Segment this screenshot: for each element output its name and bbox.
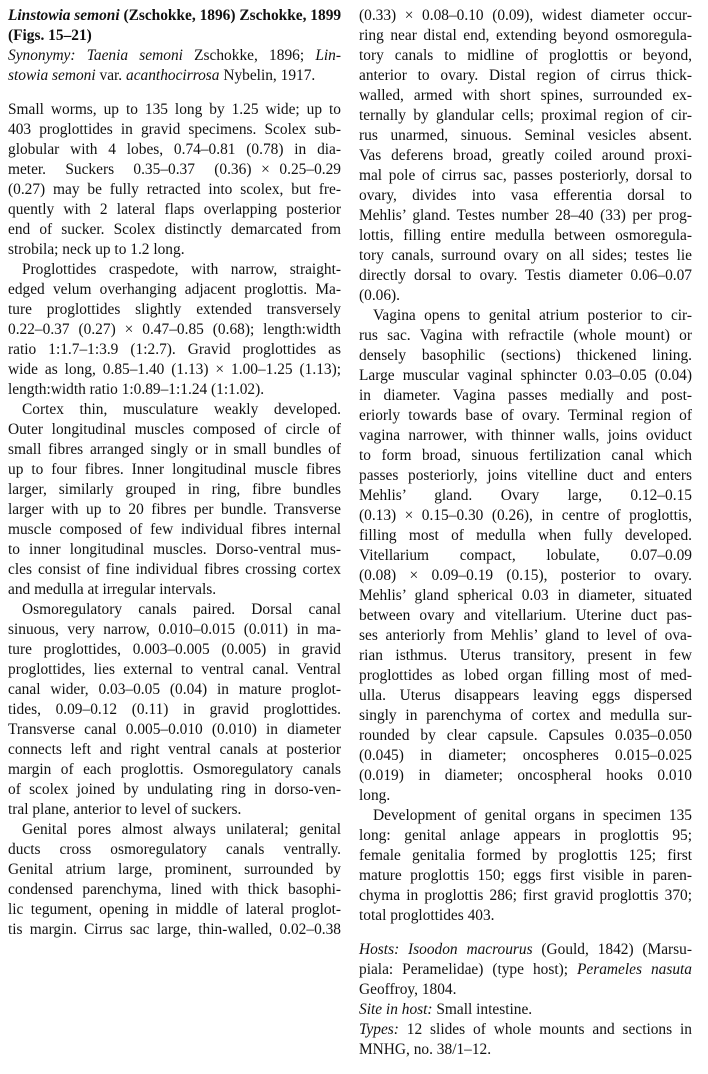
- text-line: total proglottides 403.: [359, 907, 495, 924]
- hosts-line-2: [359, 960, 692, 980]
- text-line: ratio 1:1.7–1:3.9 (1:2.7). Gravid proglottides as: [8, 341, 341, 358]
- text-line: tory canals, surround ovary on all sides; testes lie: [359, 247, 692, 264]
- species-title: [8, 6, 341, 26]
- text-line: quently with 2 lateral flaps overlapping posterior: [8, 201, 341, 218]
- paragraph-development: [359, 806, 692, 926]
- types-label: Types:: [359, 1021, 407, 1038]
- text-line: between ovary and vitellarium. Uterine duct pas-: [359, 607, 692, 624]
- text-line: ternally by glandular cells; proximal region of cir-: [359, 107, 692, 124]
- text-line: Cortex thin, musculature weakly developed.: [22, 401, 341, 418]
- text-line: to form broad, sinuous fertilization canal which: [359, 447, 692, 464]
- text-line: female genitalia formed by proglottis 125; first: [359, 847, 692, 864]
- text-line: in diameter. Vagina passes medially and post-: [359, 387, 692, 404]
- text-line: chyma in proglottis 286; first gravid proglottis 370;: [359, 887, 692, 904]
- synonym-authority: Zschokke, 1896;: [182, 47, 316, 64]
- text-line: directly dorsal to ovary. Testis diameter 0.06–0.07: [359, 267, 692, 284]
- text-line: edged velum overhanging adjacent proglottis. Ma-: [8, 281, 341, 298]
- text-line: filling most of medulla when fully developed.: [359, 527, 692, 544]
- text-line: mature proglottis 150; eggs first visible in paren-: [359, 867, 692, 884]
- synonymy-line-1: [8, 46, 341, 66]
- hosts-line-1: [359, 940, 692, 960]
- text-line: rounded by clear capsule. Capsules 0.035–0.050: [359, 727, 692, 744]
- synonym-name-part: stowia semoni: [8, 67, 96, 84]
- host-authority: Geoffroy, 1804.: [359, 981, 457, 998]
- text-line: mal pole of cirrus sac, passes posteriorly, dorsal to: [359, 167, 692, 184]
- text-line: rus sac. Vagina with refractile (whole mount) or: [359, 327, 692, 344]
- text-line: long.: [359, 787, 391, 804]
- synonymy: [8, 46, 341, 86]
- text-line: margin of each proglottis. Osmoregulatory canals: [8, 761, 341, 778]
- text-line: singly in parenchyma of cortex and medulla sur-: [359, 707, 692, 724]
- paragraph-vagina: [359, 306, 692, 806]
- variety-authority: Nybelin, 1917.: [219, 67, 316, 84]
- text-line: passes posteriorly, joins vitelline duct and enters: [359, 467, 692, 484]
- text-line: lic tegument, opening in middle of lateral proglot-: [8, 901, 341, 918]
- right-column: [359, 6, 692, 1060]
- text-line: rus unarmed, sinuous. Seminal vesicles absent.: [359, 127, 692, 144]
- text-line: proglottides as lobed organ filling most of med-: [359, 667, 692, 684]
- text-line: proglottides, lies external to ventral canal. Ventral: [8, 661, 341, 678]
- text-line: globular with 4 lobes, 0.74–0.81 (0.78) in dia-: [8, 141, 341, 158]
- text-line: larger, similarly grouped in ring, fibre bundles: [8, 481, 341, 498]
- species-name: Linstowia semoni: [8, 7, 120, 24]
- spacer: [359, 926, 692, 940]
- paragraph-genital: [8, 820, 341, 940]
- text-line: length:width ratio 1:0.89–1:1.24 (1:1.02).: [8, 381, 265, 398]
- hosts-section: [359, 940, 692, 1000]
- types-value: MNHG, no. 38/1–12.: [359, 1041, 492, 1058]
- text-line: ture proglottides slightly extended transversely: [8, 301, 341, 318]
- text-line: vagina narrower, with thinner walls, joins oviduct: [359, 427, 692, 444]
- text-line: Transverse canal 0.005–0.010 (0.010) in diameter: [8, 721, 341, 738]
- paragraph-osmoregulatory: [8, 600, 341, 820]
- text-line: ovary, divides into vasa efferentia dorsal to: [359, 187, 692, 204]
- text-line: Vas deferens broad, greatly coiled around proxi-: [359, 147, 692, 164]
- text-line: of scolex joined by undulating ring in dorso-ven-: [8, 781, 341, 798]
- text-line: walled, armed with short spines, surrounded ex-: [359, 87, 692, 104]
- text-line: Small worms, up to 135 long by 1.25 wide; up to: [8, 101, 341, 118]
- paragraph-cortex: [8, 400, 341, 600]
- paragraph-cirrus-continued: [359, 6, 692, 306]
- text-line: (0.06).: [359, 287, 401, 304]
- synonym-name-part: Lin-: [315, 47, 341, 64]
- text-line: (0.08) × 0.09–0.19 (0.15), posterior to ovary.: [359, 567, 692, 584]
- text-line: tides, 0.09–0.12 (0.11) in gravid proglottides.: [8, 701, 341, 718]
- text-line: (0.13) × 0.15–0.30 (0.26), in centre of proglottis,: [359, 507, 692, 524]
- variety-name: acanthocirrosa: [126, 67, 220, 84]
- synonym-name: Taenia semoni: [86, 47, 183, 64]
- text-line: Proglottides craspedote, with narrow, straight-: [22, 261, 341, 278]
- text-line: long: genital anlage appears in proglottis 95;: [359, 827, 692, 844]
- paragraph-general: [8, 100, 341, 260]
- text-line: larger with up to 20 fibres per bundle. Transverse: [8, 501, 341, 518]
- text-line: (0.045) in diameter; oncospheres 0.015–0.025: [359, 747, 692, 764]
- text-line: ses anteriorly from Mehlis’ gland to level of ova-: [359, 627, 692, 644]
- types-section: [359, 1020, 692, 1060]
- text-line: anterior to ovary. Distal region of cirrus thick-: [359, 67, 692, 84]
- variety-abbrev: var.: [95, 67, 127, 84]
- site-line: [359, 1000, 692, 1020]
- text-line: eriorly towards base of ovary. Terminal region of: [359, 407, 692, 424]
- text-line: (0.019) in diameter; oncospheral hooks 0.010: [359, 767, 692, 784]
- text-line: Outer longitudinal muscles composed of circle of: [8, 421, 341, 438]
- text-line: muscle composed of few individual fibres internal: [8, 521, 341, 538]
- text-line: small fibres arranged singly or in small bundles of: [8, 441, 341, 458]
- site-label: Site in host:: [359, 1001, 437, 1018]
- synonymy-label: Synonymy:: [8, 47, 87, 64]
- text-line: ducts cross osmoregulatory canals ventrally.: [8, 841, 341, 858]
- text-line: Large muscular vaginal sphincter 0.03–0.05 (0.04): [359, 367, 692, 384]
- text-line: Mehlis’ gland. Ovary large, 0.12–0.15: [359, 487, 692, 504]
- host-name: Perameles nasuta: [577, 961, 692, 978]
- text-line: wide as long, 0.85–1.40 (1.13) × 1.00–1.25 (1.13);: [8, 361, 341, 378]
- text-line: densely basophilic (sections) thickened lining.: [359, 347, 692, 364]
- synonymy-line-2: [8, 66, 341, 86]
- text-line: Osmoregulatory canals paired. Dorsal canal: [22, 601, 341, 618]
- left-column: [8, 6, 341, 940]
- text-line: ring near distal end, extending beyond osmoregula-: [359, 27, 692, 44]
- text-line: lottis, filling entire medulla between osmoregula-: [359, 227, 692, 244]
- text-line: condensed parenchyma, lined with thick basophi-: [8, 881, 341, 898]
- text-line: canal wider, 0.03–0.05 (0.04) in mature proglot-: [8, 681, 341, 698]
- text-line: Vitellarium compact, lobulate, 0.07–0.09: [359, 547, 692, 564]
- figure-reference: (Figs. 15–21): [8, 27, 92, 44]
- spacer: [8, 86, 341, 100]
- text-line: Genital atrium large, prominent, surrounded by: [8, 861, 341, 878]
- text-line: to inner longitudinal muscles. Dorso-ventral mus-: [8, 541, 341, 558]
- site-value: Small intestine.: [436, 1001, 533, 1018]
- text-line: Mehlis’ gland. Testes number 28–40 (33) per prog-: [359, 207, 692, 224]
- text-line: Genital pores almost always unilateral; genital: [22, 821, 341, 838]
- text-line: 403 proglottides in gravid specimens. Scolex sub-: [8, 121, 341, 138]
- host-name: Isoodon macrourus: [408, 941, 533, 958]
- text-line: (0.33) × 0.08–0.10 (0.09), widest diameter occur-: [359, 7, 692, 24]
- text-line: and medulla at irregular intervals.: [8, 581, 217, 598]
- text-line: up to four fibres. Inner longitudinal muscle fibres: [8, 461, 341, 478]
- species-authority: (Zschokke, 1896) Zschokke, 1899: [119, 7, 342, 24]
- text-line: tis margin. Cirrus sac large, thin-walled, 0.02–0.38: [8, 921, 341, 938]
- text-line: rian isthmus. Uterus transitory, present in few: [359, 647, 692, 664]
- text-line: 0.22–0.37 (0.27) × 0.47–0.85 (0.68); length:width: [8, 321, 341, 338]
- text-line: (0.27) may be fully retracted into scolex, but fre-: [8, 181, 341, 198]
- species-heading: [8, 6, 341, 46]
- text-line: meter. Suckers 0.35–0.37 (0.36) × 0.25–0.29: [8, 161, 341, 178]
- text-line: connects left and right ventral canals at posterior: [8, 741, 341, 758]
- text-line: tral plane, anterior to level of suckers.: [8, 801, 242, 818]
- text-line: ulla. Uterus disappears leaving eggs dispersed: [359, 687, 692, 704]
- site-section: [359, 1000, 692, 1020]
- text-line: Vagina opens to genital atrium posterior to cir-: [373, 307, 692, 324]
- hosts-label: Hosts:: [359, 941, 409, 958]
- text-line: tory canals to midline of proglottis or beyond,: [359, 47, 692, 64]
- text-line: cles consist of fine individual fibres crossing cortex: [8, 561, 341, 578]
- text-line: Mehlis’ gland spherical 0.03 in diameter, situated: [359, 587, 692, 604]
- host-authority: (Gould, 1842) (Marsu-: [532, 941, 692, 958]
- host-family: piala: Peramelidae) (type host);: [359, 961, 577, 978]
- text-line: strobila; neck up to 1.2 long.: [8, 241, 185, 258]
- types-line-1: [359, 1020, 692, 1040]
- text-line: ture proglottides, 0.003–0.005 (0.005) in gravid: [8, 641, 341, 658]
- types-value: 12 slides of whole mounts and sections in: [406, 1021, 692, 1038]
- text-line: Development of genital organs in specimen 135: [373, 807, 692, 824]
- paragraph-proglottides: [8, 260, 341, 400]
- text-line: end of sucker. Scolex distinctly demarcated from: [8, 221, 341, 238]
- text-line: sinuous, very narrow, 0.010–0.015 (0.011) in ma-: [8, 621, 341, 638]
